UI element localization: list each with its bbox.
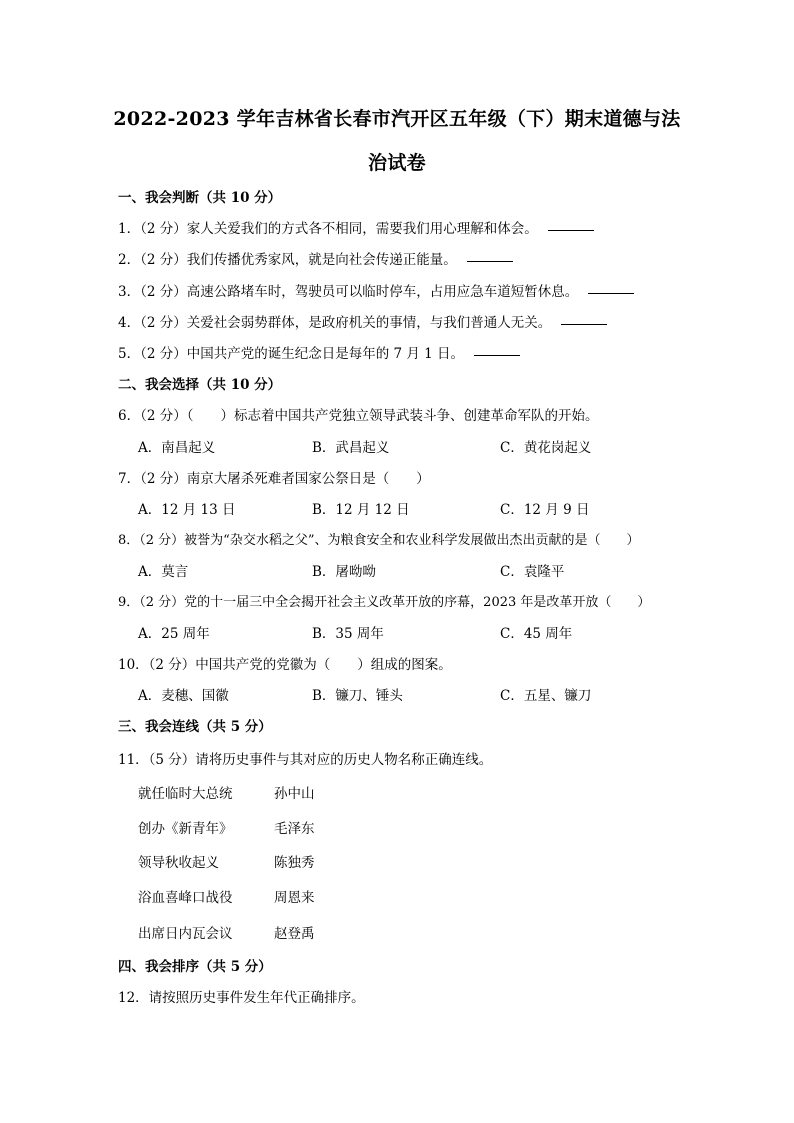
question-text: 1．（2 分）家人关爱我们的方式各不相同，需要我们用心理解和体会。 [118, 221, 538, 237]
option-b: B．武昌起义 [312, 440, 390, 456]
section-heading-choice: 二、我会选择（共 10 分） [118, 377, 282, 393]
match-person: 周恩来 [274, 890, 315, 906]
exam-title-line-1: 2022-2023 学年吉林省长春市汽开区五年级（下）期末道德与法 [113, 108, 681, 130]
match-event: 浴血喜峰口战役 [138, 890, 233, 906]
match-person: 陈独秀 [274, 855, 315, 871]
answer-blank [588, 292, 634, 294]
question-8: 8．（2 分）被誉为“杂交水稻之父”、为粮食安全和农业科学发展做出杰出贡献的是（ ） [118, 533, 640, 548]
answer-blank [548, 229, 594, 231]
option-c: C．黄花岗起义 [500, 440, 592, 456]
option-a: A．莫言 [138, 564, 189, 580]
answer-blank [561, 323, 607, 325]
question-5 [118, 342, 520, 362]
question-text: 5．（2 分）中国共产党的诞生纪念日是每年的 7 月 1 日。 [118, 346, 465, 362]
match-event: 就任临时大总统 [138, 786, 233, 802]
option-b: B．屠呦呦 [312, 564, 376, 580]
option-a: A．25 周年 [138, 626, 210, 642]
question-text: 3．（2 分）高速公路堵车时，驾驶员可以临时停车，占用应急车道短暂休息。 [118, 284, 579, 300]
option-c: C．五星、镰刀 [500, 688, 592, 704]
question-11: 11．（5 分）请将历史事件与其对应的历史人物名称正确连线。 [118, 752, 493, 768]
answer-blank [467, 260, 513, 262]
question-12: 12．请按照历史事件发生年代正确排序。 [118, 990, 365, 1006]
option-b: B．12 月 12 日 [312, 502, 410, 518]
match-person: 毛泽东 [274, 821, 315, 837]
question-4 [118, 311, 607, 331]
question-1 [118, 217, 594, 237]
section-heading-matching: 三、我会连线（共 5 分） [118, 719, 272, 735]
option-b: B．镰刀、锤头 [312, 688, 403, 704]
match-event: 领导秋收起义 [138, 855, 219, 871]
option-a: A．南昌起义 [138, 440, 216, 456]
match-person: 赵登禹 [274, 926, 315, 942]
match-person: 孙中山 [274, 786, 315, 802]
section-heading-ordering: 四、我会排序（共 5 分） [118, 959, 272, 975]
option-a: A．12 月 13 日 [138, 502, 236, 518]
question-2 [118, 248, 513, 268]
question-text: 2．（2 分）我们传播优秀家风，就是向社会传递正能量。 [118, 252, 457, 268]
answer-blank [474, 354, 520, 356]
match-event: 出席日内瓦会议 [138, 926, 233, 942]
option-c: C．45 周年 [500, 626, 573, 642]
question-text: 4．（2 分）关爱社会弱势群体，是政府机关的事情，与我们普通人无关。 [118, 315, 552, 331]
option-a: A．麦穗、国徽 [138, 688, 229, 704]
exam-title-line-2: 治试卷 [368, 152, 426, 174]
option-c: C．袁隆平 [500, 564, 565, 580]
question-6: 6．（2 分）（ ）标志着中国共产党独立领导武装斗争、创建革命军队的开始。 [118, 408, 599, 424]
question-7: 7．（2 分）南京大屠杀死难者国家公祭日是（ ） [118, 471, 430, 487]
section-heading-judgement: 一、我会判断（共 10 分） [118, 190, 282, 206]
question-10: 10．（2 分）中国共产党的党徽为（ ）组成的图案。 [118, 657, 452, 673]
option-b: B．35 周年 [312, 626, 384, 642]
question-3 [118, 280, 634, 300]
match-event: 创办《新青年》 [138, 821, 233, 837]
question-9: 9．（2 分）党的十一届三中全会揭开社会主义改革开放的序幕，2023 年是改革开放（ ） [118, 595, 651, 610]
option-c: C．12 月 9 日 [500, 502, 590, 518]
